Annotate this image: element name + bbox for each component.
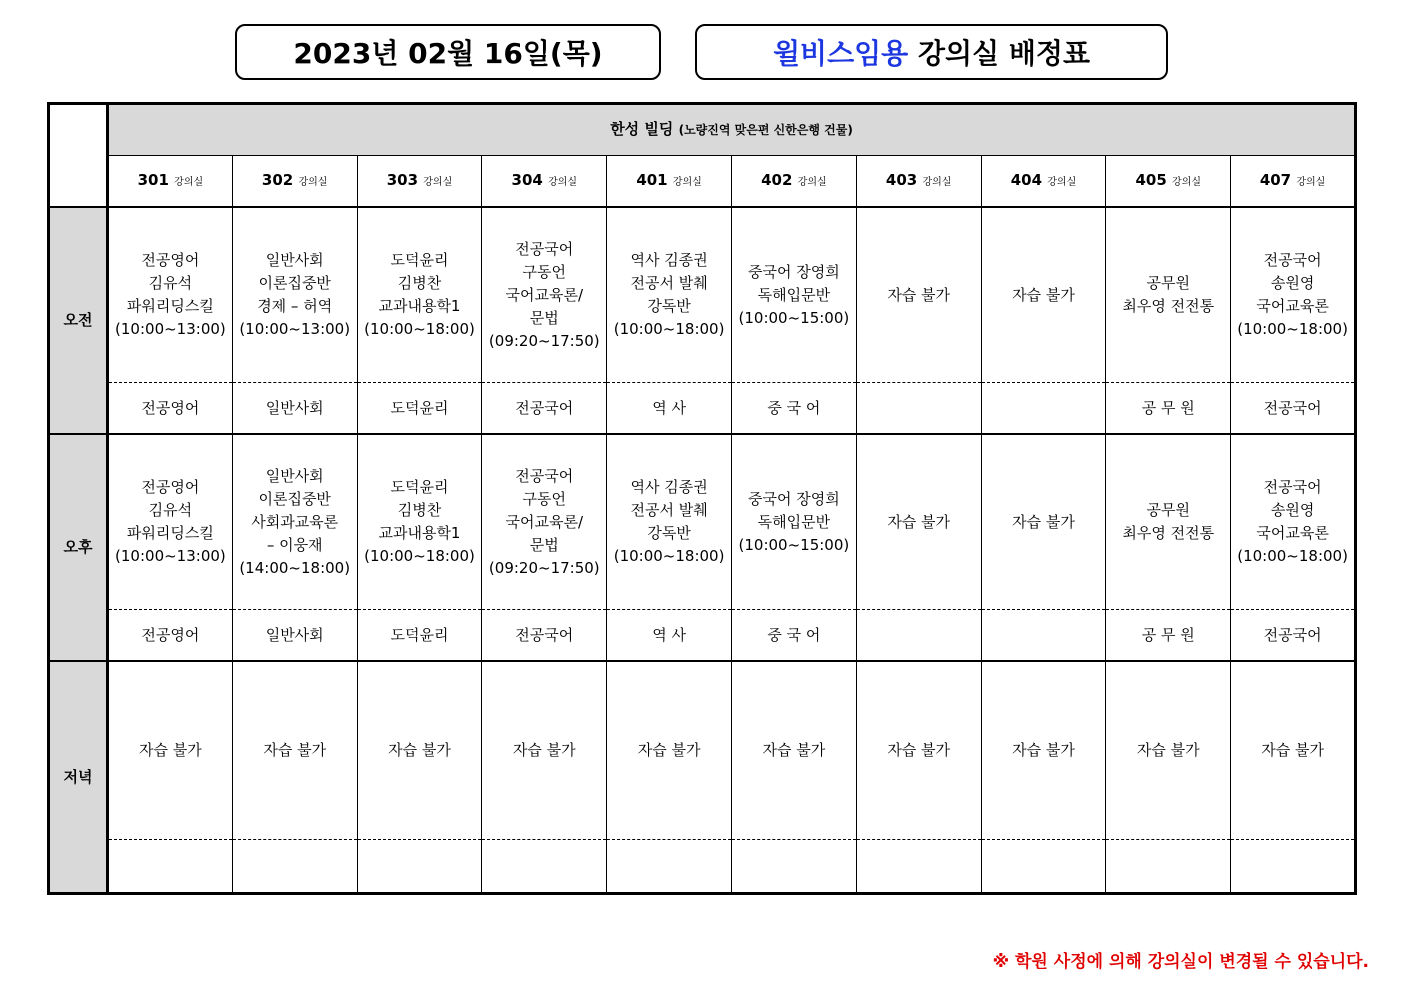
room-header-303 bbox=[357, 156, 482, 208]
class-cell: 도덕윤리 김병찬 교과내용학1 (10:00~18:00) bbox=[357, 434, 482, 609]
building-header bbox=[108, 104, 1356, 156]
period-row-subject bbox=[49, 609, 1356, 661]
class-cell: 전공국어 송원영 국어교육론 (10:00~18:00) bbox=[1231, 207, 1356, 382]
subject-cell bbox=[1231, 839, 1356, 893]
subject-cell bbox=[981, 839, 1106, 893]
class-cell: 중국어 장영희 독해입문반 (10:00~15:00) bbox=[731, 434, 856, 609]
class-cell: 전공국어 송원영 국어교육론 (10:00~18:00) bbox=[1231, 434, 1356, 609]
room-suffix: 강의실 bbox=[298, 176, 328, 188]
class-cell: 자습 불가 bbox=[981, 207, 1106, 382]
subject-cell bbox=[731, 839, 856, 893]
room-number: 402 bbox=[761, 170, 793, 189]
room-suffix: 강의실 bbox=[922, 176, 952, 188]
subject-cell bbox=[856, 839, 981, 893]
subject-cell: 일반사회 bbox=[232, 609, 357, 661]
room-header-407 bbox=[1231, 156, 1356, 208]
class-cell: 전공국어 구동언 국어교육론/ 문법 (09:20~17:50) bbox=[482, 207, 607, 382]
subject-cell: 전공국어 bbox=[1231, 609, 1356, 661]
class-cell: 자습 불가 bbox=[1231, 661, 1356, 839]
room-suffix: 강의실 bbox=[1296, 176, 1326, 188]
room-number: 403 bbox=[885, 170, 918, 189]
subject-cell bbox=[981, 382, 1106, 434]
class-cell: 일반사회 이론집중반 경제 – 허역 (10:00~13:00) bbox=[232, 207, 357, 382]
room-suffix: 강의실 bbox=[548, 176, 578, 188]
room-suffix: 강의실 bbox=[1047, 176, 1077, 188]
class-cell: 자습 불가 bbox=[607, 661, 732, 839]
room-header-404 bbox=[981, 156, 1106, 208]
subject-cell: 역 사 bbox=[607, 382, 732, 434]
subject-cell: 일반사회 bbox=[232, 382, 357, 434]
corner-cell bbox=[49, 104, 108, 208]
period-row-main bbox=[49, 434, 1356, 609]
subject-cell: 중 국 어 bbox=[731, 382, 856, 434]
room-header-403 bbox=[856, 156, 981, 208]
subject-cell: 전공영어 bbox=[108, 382, 233, 434]
room-header-402 bbox=[731, 156, 856, 208]
class-cell: 중국어 장영희 독해입문반 (10:00~15:00) bbox=[731, 207, 856, 382]
class-cell: 자습 불가 bbox=[856, 434, 981, 609]
class-cell: 자습 불가 bbox=[232, 661, 357, 839]
subject-cell bbox=[856, 382, 981, 434]
schedule-title-box bbox=[695, 24, 1168, 80]
room-number: 303 bbox=[386, 170, 419, 189]
room-number: 401 bbox=[636, 170, 668, 189]
subject-cell: 전공국어 bbox=[1231, 382, 1356, 434]
room-number: 304 bbox=[511, 170, 543, 189]
subject-cell: 공 무 원 bbox=[1106, 382, 1231, 434]
room-header-row bbox=[49, 156, 1356, 208]
building-name: 한성 빌딩 bbox=[610, 120, 674, 139]
period-row-main bbox=[49, 207, 1356, 382]
class-cell: 전공국어 구동언 국어교육론/ 문법 (09:20~17:50) bbox=[482, 434, 607, 609]
class-cell: 자습 불가 bbox=[1106, 661, 1231, 839]
subject-cell bbox=[607, 839, 732, 893]
subject-cell bbox=[1106, 839, 1231, 893]
period-label: 오전 bbox=[49, 207, 108, 434]
class-cell: 자습 불가 bbox=[731, 661, 856, 839]
class-cell: 자습 불가 bbox=[981, 661, 1106, 839]
room-header-401 bbox=[607, 156, 732, 208]
period-label: 저녁 bbox=[49, 661, 108, 893]
classroom-schedule-table bbox=[47, 102, 1357, 895]
class-cell: 공무원 최우영 전전통 bbox=[1106, 207, 1231, 382]
room-suffix: 강의실 bbox=[174, 176, 204, 188]
subject-cell bbox=[981, 609, 1106, 661]
period-row-subject bbox=[49, 382, 1356, 434]
room-number: 405 bbox=[1135, 170, 1167, 189]
class-cell: 자습 불가 bbox=[856, 207, 981, 382]
date-title-box bbox=[235, 24, 661, 80]
subject-cell: 전공국어 bbox=[482, 609, 607, 661]
class-cell: 자습 불가 bbox=[482, 661, 607, 839]
period-row-subject bbox=[49, 839, 1356, 893]
class-cell: 자습 불가 bbox=[357, 661, 482, 839]
room-header-301 bbox=[108, 156, 233, 208]
brand-name: 윌비스임용 bbox=[772, 37, 909, 70]
subject-cell bbox=[482, 839, 607, 893]
room-suffix: 강의실 bbox=[797, 176, 827, 188]
room-header-405 bbox=[1106, 156, 1231, 208]
class-cell: 전공영어 김유석 파워리딩스킬 (10:00~13:00) bbox=[108, 207, 233, 382]
room-number: 404 bbox=[1010, 170, 1043, 189]
subject-cell: 전공국어 bbox=[482, 382, 607, 434]
subject-cell bbox=[232, 839, 357, 893]
period-row-main bbox=[49, 661, 1356, 839]
notice-text: ※ 학원 사정에 의해 강의실이 변경될 수 있습니다. bbox=[992, 952, 1369, 972]
class-cell: 일반사회 이론집중반 사회과교육론 – 이웅재 (14:00~18:00) bbox=[232, 434, 357, 609]
room-suffix: 강의실 bbox=[672, 176, 702, 188]
subject-cell bbox=[357, 839, 482, 893]
schedule-title: 강의실 배정표 bbox=[908, 37, 1091, 70]
subject-cell: 도덕윤리 bbox=[357, 609, 482, 661]
period-label: 오후 bbox=[49, 434, 108, 661]
subject-cell bbox=[108, 839, 233, 893]
subject-cell: 전공영어 bbox=[108, 609, 233, 661]
room-header-304 bbox=[482, 156, 607, 208]
room-suffix: 강의실 bbox=[423, 176, 453, 188]
class-cell: 전공영어 김유석 파워리딩스킬 (10:00~13:00) bbox=[108, 434, 233, 609]
class-cell: 자습 불가 bbox=[108, 661, 233, 839]
class-cell: 역사 김종권 전공서 발췌 강독반 (10:00~18:00) bbox=[607, 434, 732, 609]
room-suffix: 강의실 bbox=[1172, 176, 1202, 188]
class-cell: 도덕윤리 김병찬 교과내용학1 (10:00~18:00) bbox=[357, 207, 482, 382]
subject-cell bbox=[856, 609, 981, 661]
subject-cell: 공 무 원 bbox=[1106, 609, 1231, 661]
class-cell: 공무원 최우영 전전통 bbox=[1106, 434, 1231, 609]
room-number: 301 bbox=[137, 170, 169, 189]
subject-cell: 도덕윤리 bbox=[357, 382, 482, 434]
room-number: 407 bbox=[1259, 170, 1292, 189]
class-cell: 자습 불가 bbox=[856, 661, 981, 839]
subject-cell: 중 국 어 bbox=[731, 609, 856, 661]
room-header-302 bbox=[232, 156, 357, 208]
room-number: 302 bbox=[261, 170, 294, 189]
subject-cell: 역 사 bbox=[607, 609, 732, 661]
class-cell: 자습 불가 bbox=[981, 434, 1106, 609]
class-cell: 역사 김종권 전공서 발췌 강독반 (10:00~18:00) bbox=[607, 207, 732, 382]
date-title: 2023년 02월 16일(목) bbox=[293, 37, 603, 70]
building-note: (노량진역 맞은편 신한은행 건물) bbox=[678, 123, 853, 138]
